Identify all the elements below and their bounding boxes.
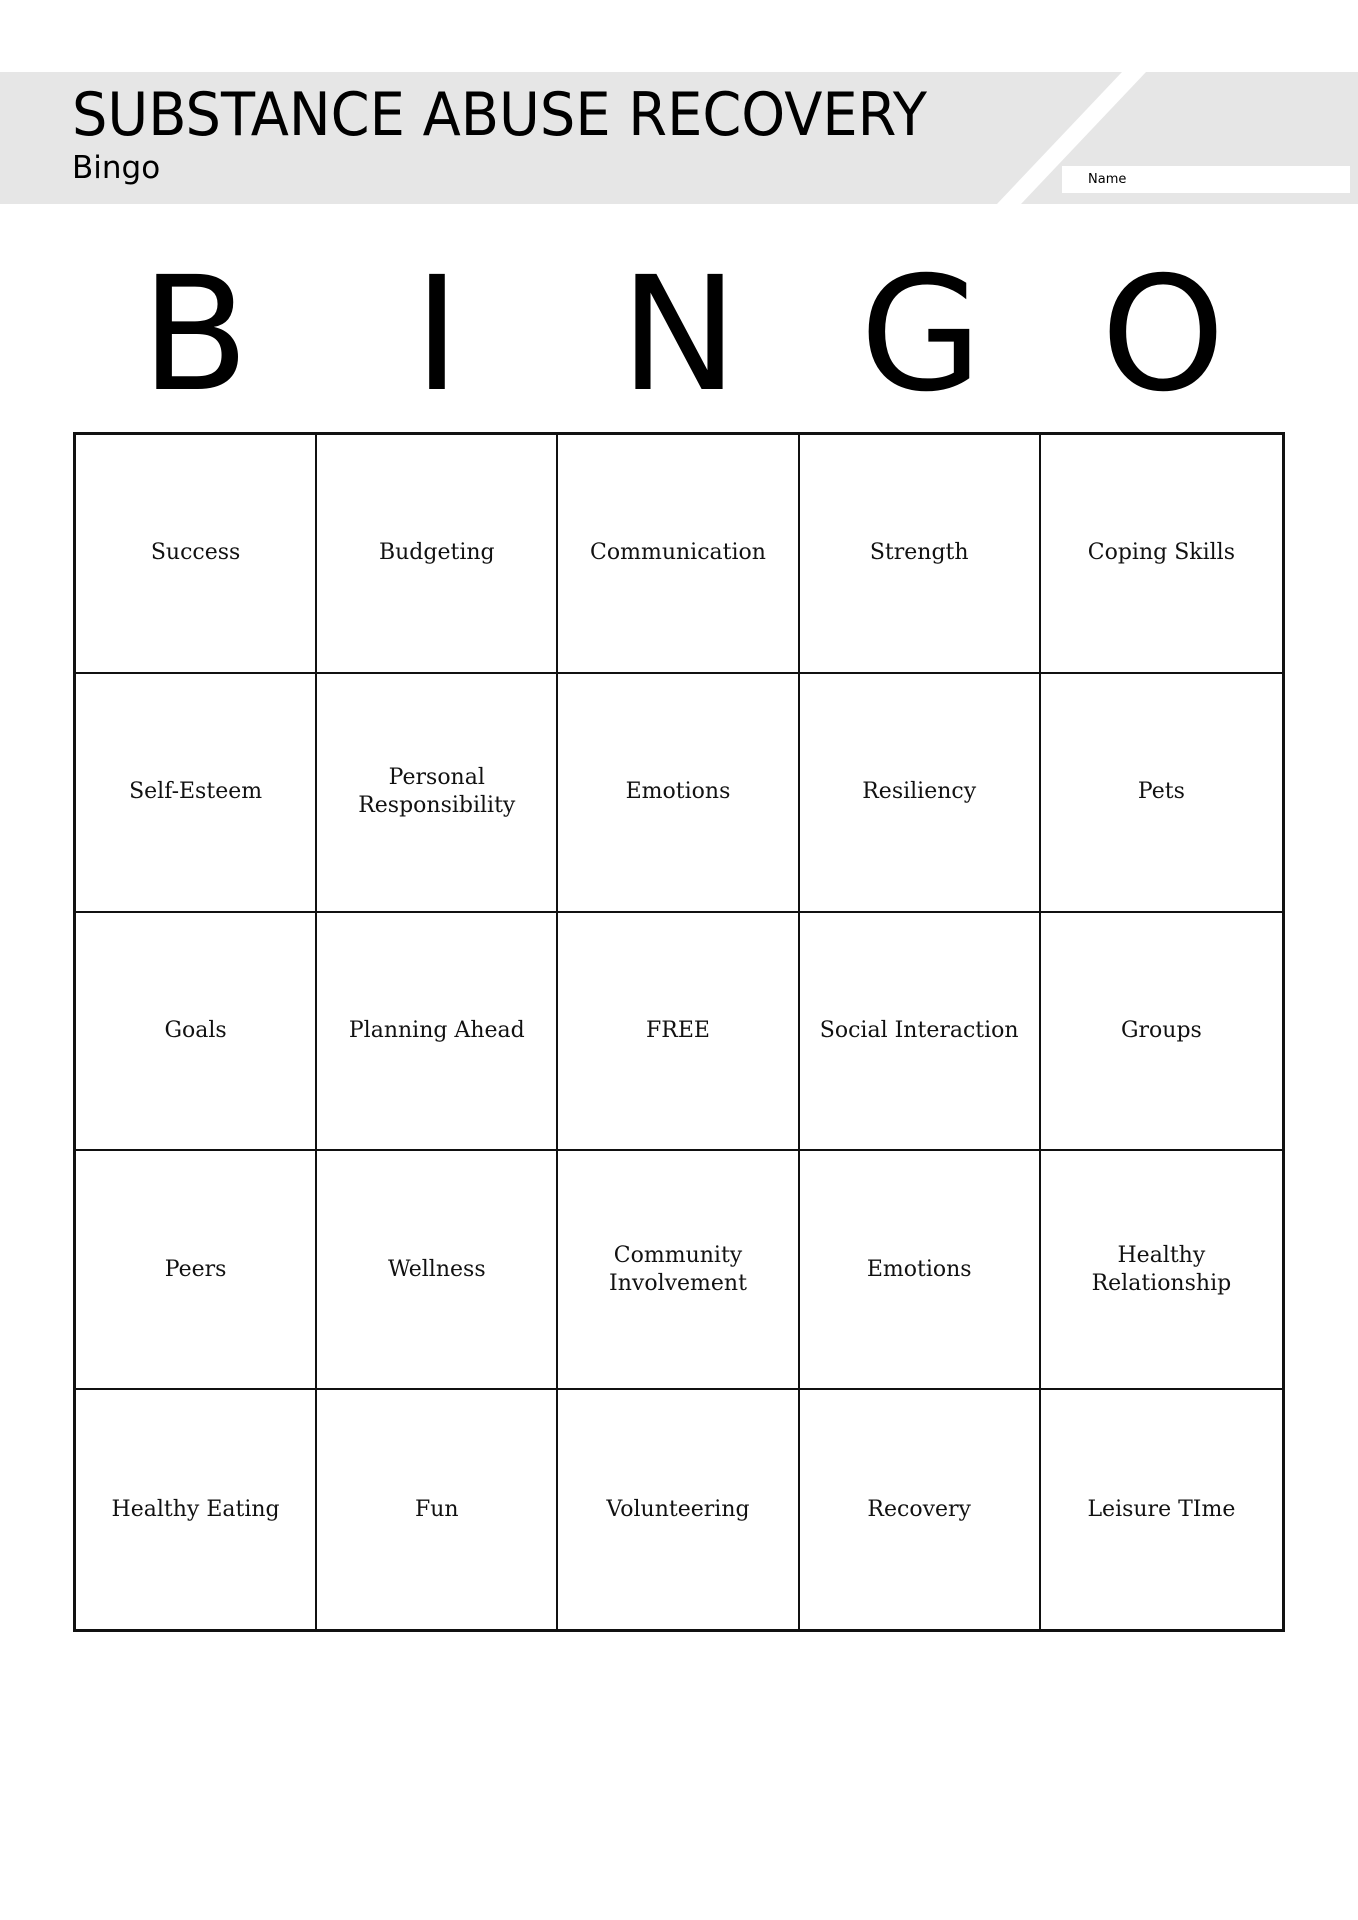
bingo-cell-label: Personal Responsibility (358, 765, 516, 819)
page-title: SUBSTANCE ABUSE RECOVERY (72, 80, 927, 150)
bingo-cell[interactable] (800, 1390, 1041, 1629)
bingo-cell[interactable] (76, 435, 317, 674)
name-field[interactable] (1062, 166, 1350, 193)
bingo-cell[interactable] (800, 913, 1041, 1152)
bingo-cell[interactable] (558, 1151, 799, 1390)
bingo-cell[interactable] (76, 674, 317, 913)
bingo-cell-label: Social Interaction (819, 1017, 1019, 1043)
bingo-cell-label: Resiliency (862, 779, 977, 805)
bingo-letter-n: N (619, 243, 739, 427)
bingo-cell[interactable] (800, 435, 1041, 674)
bingo-cell-label: Recovery (867, 1496, 971, 1522)
bingo-cell-label: Goals (164, 1017, 227, 1043)
bingo-cell-label: FREE (646, 1017, 710, 1043)
bingo-letter-o: O (1100, 243, 1226, 427)
bingo-cell-label: Emotions (625, 779, 731, 805)
bingo-cell-label: Groups (1120, 1017, 1202, 1043)
bingo-cell[interactable] (1041, 674, 1282, 913)
bingo-letter-g: G (859, 243, 983, 427)
bingo-cell[interactable] (1041, 1151, 1282, 1390)
bingo-cell-label: Planning Ahead (348, 1017, 525, 1043)
bingo-cell-label: Community Involvement (609, 1242, 747, 1296)
bingo-cell[interactable] (317, 913, 558, 1152)
bingo-cell-label: Coping Skills (1087, 540, 1236, 566)
bingo-cell-label: Volunteering (606, 1496, 750, 1522)
bingo-cell[interactable] (558, 1390, 799, 1629)
bingo-cell[interactable] (1041, 913, 1282, 1152)
bingo-cell[interactable] (76, 1151, 317, 1390)
bingo-cell[interactable] (317, 674, 558, 913)
bingo-cell-label: Emotions (866, 1256, 972, 1282)
bingo-letters-row (74, 243, 1284, 427)
bingo-cell-label: Healthy Relationship (1091, 1242, 1232, 1296)
bingo-card (73, 432, 1285, 1632)
bingo-cell-label: Budgeting (378, 540, 495, 566)
bingo-letter-i: I (413, 243, 461, 427)
bingo-cell[interactable] (1041, 435, 1282, 674)
bingo-cell-label: Pets (1137, 779, 1185, 805)
bingo-cell[interactable] (558, 435, 799, 674)
bingo-cell-label: Fun (414, 1496, 459, 1522)
page-subtitle: Bingo (72, 150, 161, 186)
bingo-cell-free[interactable] (558, 913, 799, 1152)
bingo-cell[interactable] (317, 1151, 558, 1390)
bingo-cell-label: Communication (590, 540, 766, 566)
bingo-cell[interactable] (800, 674, 1041, 913)
bingo-cell[interactable] (317, 1390, 558, 1629)
name-field-label: Name (1088, 172, 1127, 187)
bingo-cell[interactable] (76, 1390, 317, 1629)
bingo-cell[interactable] (317, 435, 558, 674)
bingo-cell-label: Success (150, 540, 241, 566)
bingo-cell[interactable] (76, 913, 317, 1152)
bingo-cell[interactable] (800, 1151, 1041, 1390)
bingo-cell-label: Self-Esteem (129, 779, 263, 805)
bingo-cell-label: Leisure TIme (1087, 1496, 1236, 1522)
bingo-letter-b: B (140, 243, 250, 427)
bingo-cell-label: Peers (164, 1256, 227, 1282)
bingo-cell-label: Wellness (387, 1256, 486, 1282)
bingo-cell[interactable] (558, 674, 799, 913)
bingo-cell-label: Strength (869, 540, 969, 566)
bingo-cell-label: Healthy Eating (111, 1496, 280, 1522)
bingo-cell[interactable] (1041, 1390, 1282, 1629)
